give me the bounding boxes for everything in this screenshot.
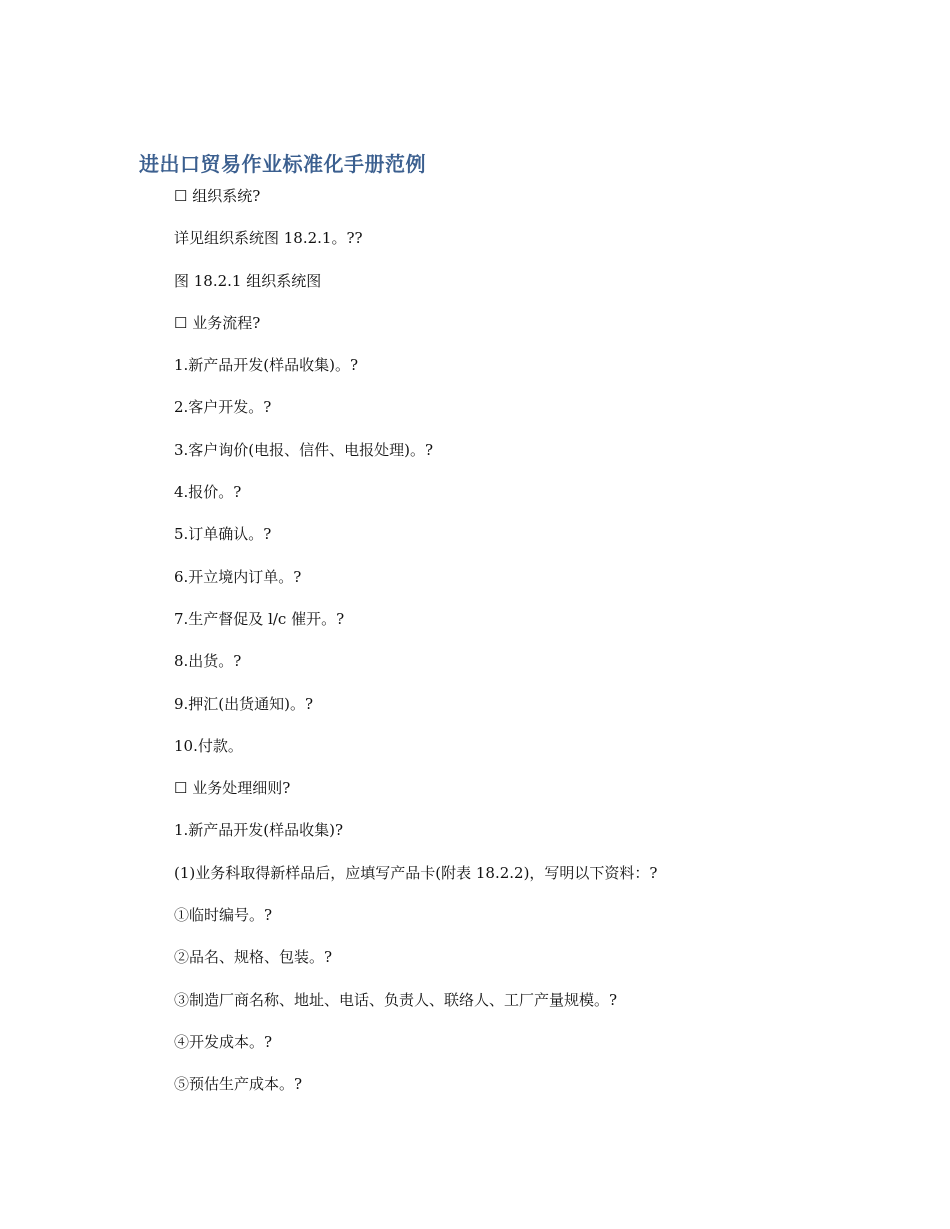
list-item: ④开发成本。? [174,1032,273,1051]
list-item: ②品名、规格、包装。? [174,948,333,967]
list-item: ①临时编号。? [174,906,273,925]
figure-caption: 图 18.2.1 组织系统图 [174,271,322,290]
paragraph: (1)业务科取得新样品后，应填写产品卡(附表 18.2.2)，写明以下资料：? [174,863,658,882]
subsection-heading: 1.新产品开发(样品收集)? [174,821,344,840]
list-item: ③制造厂商名称、地址、电话、负责人、联络人、工厂产量规模。? [174,990,618,1009]
section-heading-organization: ☐ 组织系统? [174,187,261,205]
list-item: 3.客户询价(电报、信件、电报处理)。? [174,440,434,459]
list-item: 10.付款。 [174,736,243,755]
paragraph: 详见组织系统图 18.2.1。?? [174,229,363,248]
list-item: 5.订单确认。? [174,525,272,544]
section-heading-process: ☐ 业务流程? [174,313,261,332]
list-item: 4.报价。? [174,483,242,502]
section-heading-details: ☐ 业务处理细则? [174,779,291,798]
list-item: 2.客户开发。? [174,398,272,417]
list-item: 8.出货。? [174,652,242,671]
list-item: 6.开立境内订单。? [174,567,302,586]
list-item: 9.押汇(出货通知)。? [174,694,314,713]
document-body [174,183,874,1114]
list-item: ⑤预估生产成本。? [174,1075,303,1094]
list-item: 7.生产督促及 l/c 催开。? [174,609,345,628]
document-title: 进出口贸易作业标准化手册范例 [139,152,426,176]
list-item: 1.新产品开发(样品收集)。? [174,356,359,375]
